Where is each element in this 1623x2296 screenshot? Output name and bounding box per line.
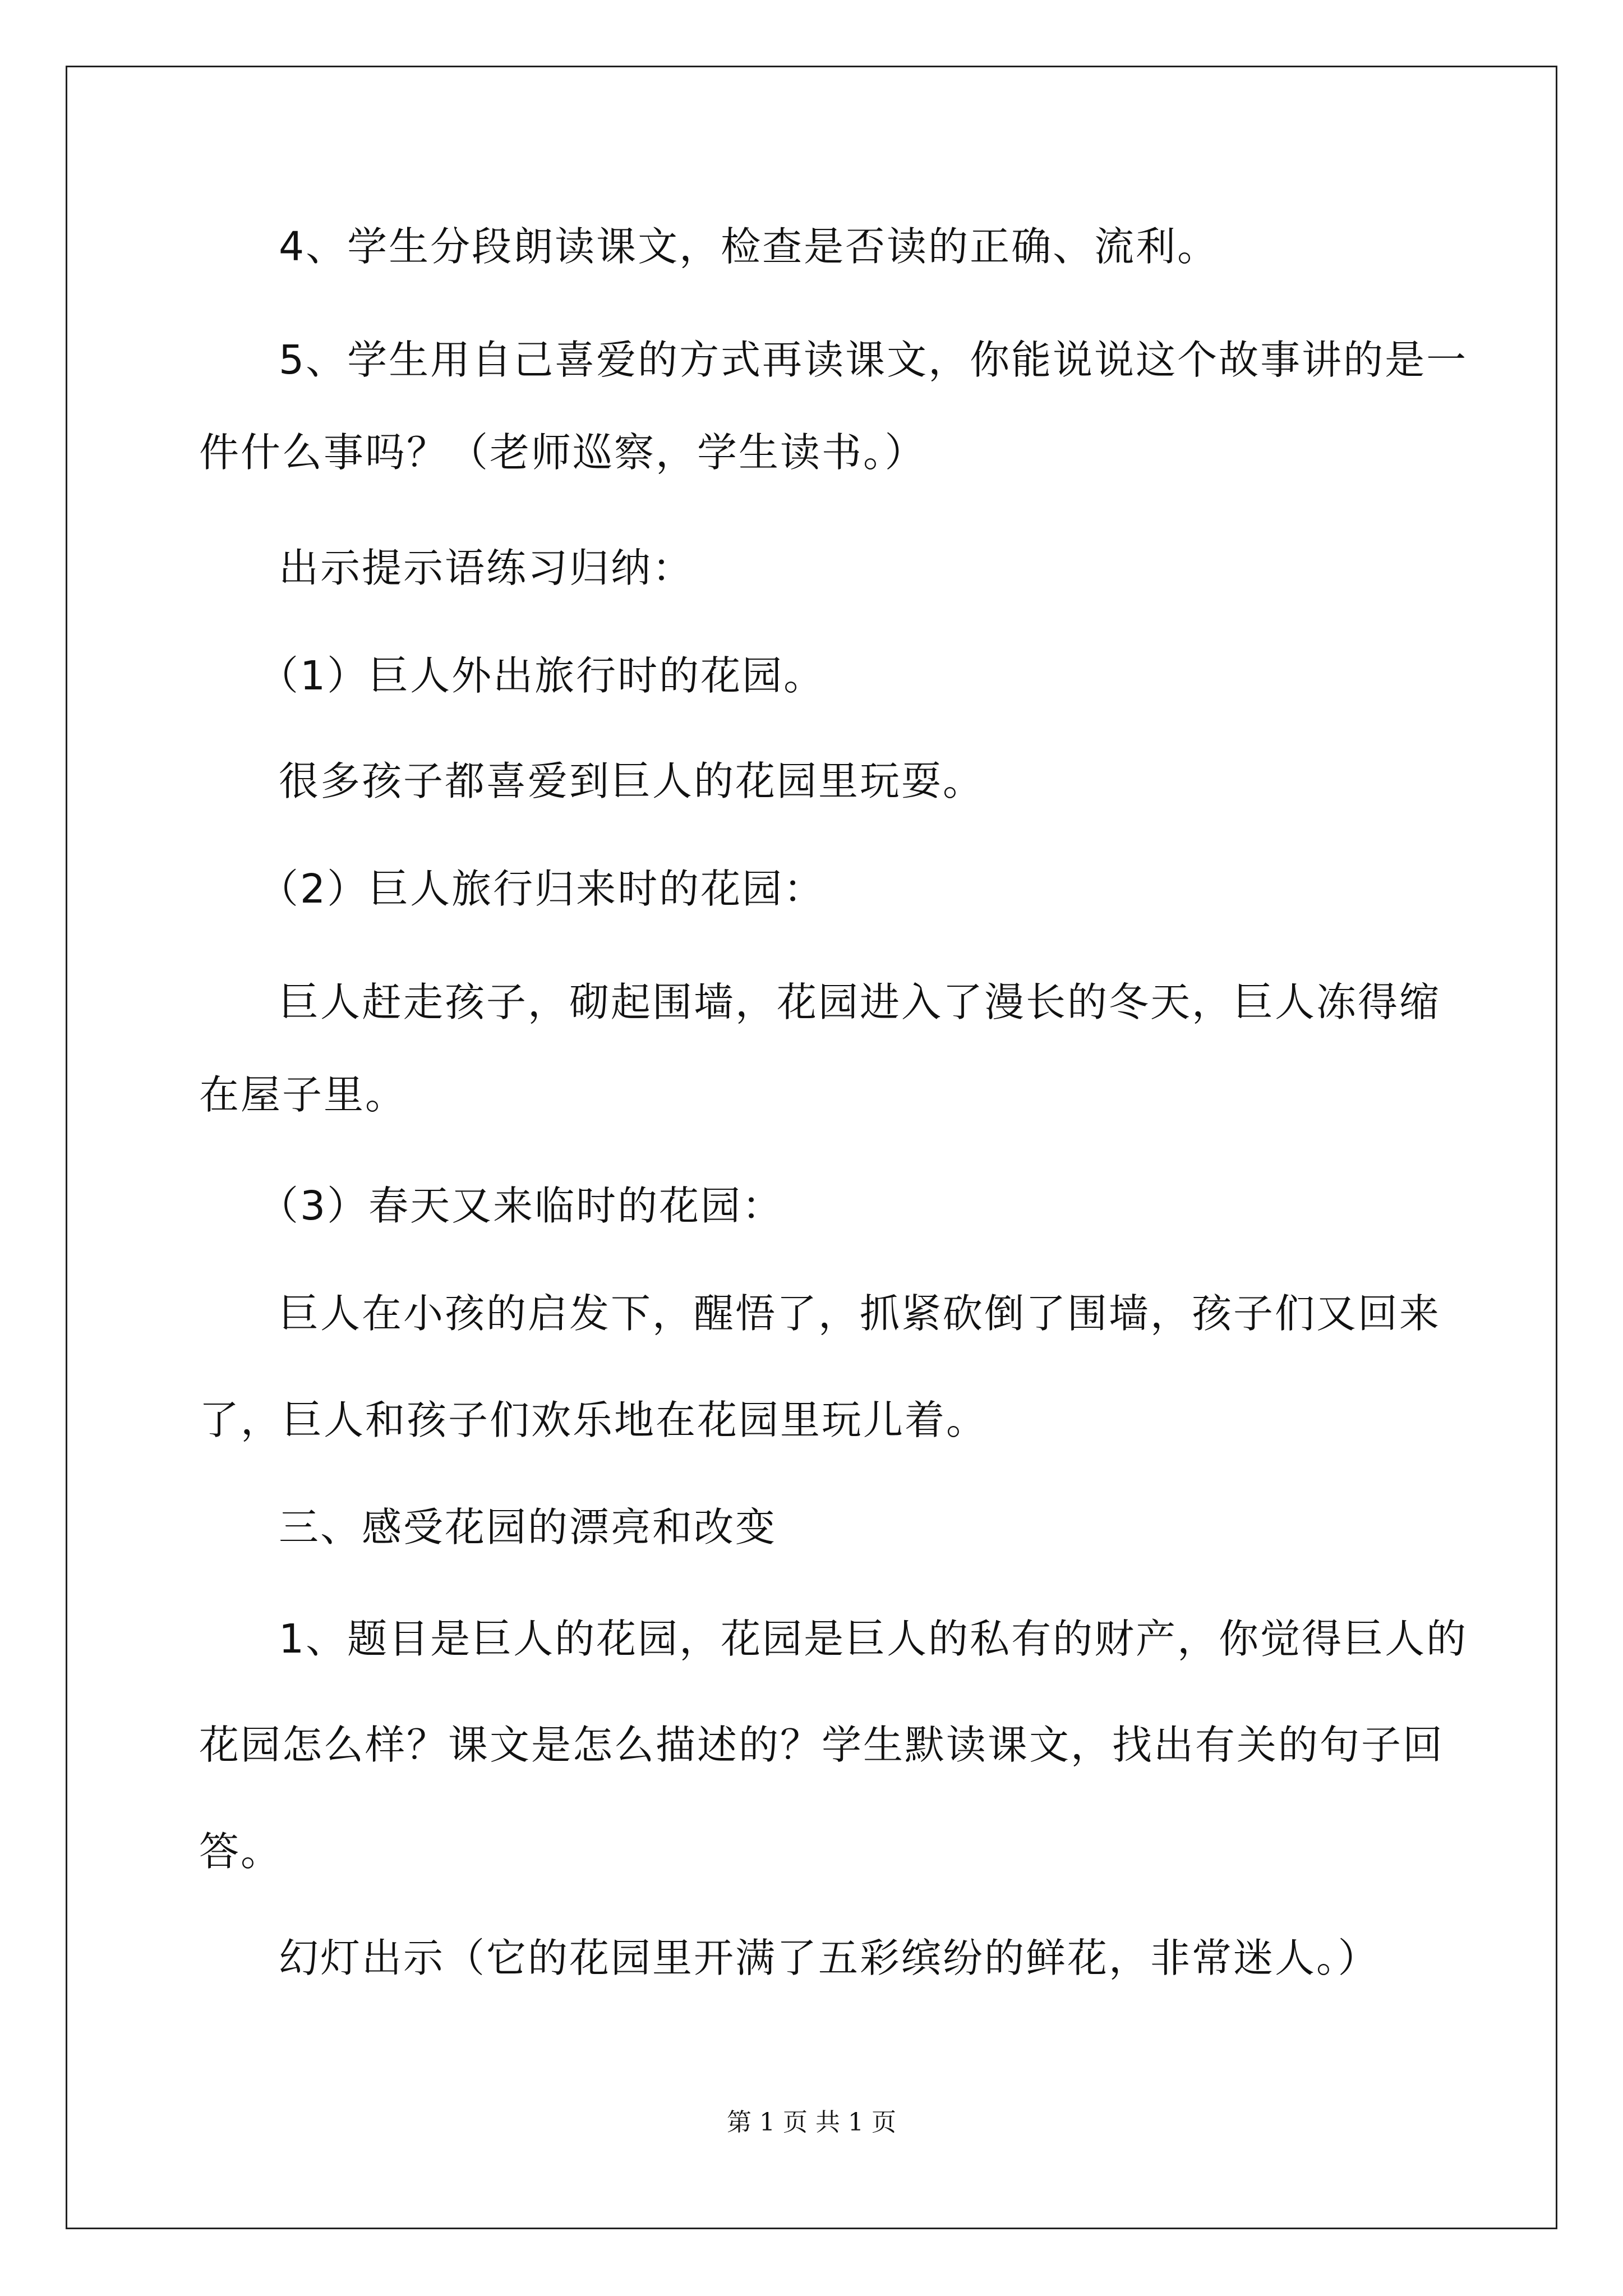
paragraph-line: 件什么事吗？（老师巡察，学生读书。） <box>199 429 926 476</box>
paragraph-line: 巨人赶走孩子，砌起围墙，花园进入了漫长的冬天，巨人冻得缩 <box>279 979 1441 1025</box>
paragraph-line: 幻灯出示（它的花园里开满了五彩缤纷的鲜花，非常迷人。） <box>279 1935 1380 1981</box>
paragraph-line: 很多孩子都喜爱到巨人的花园里玩耍。 <box>279 758 985 804</box>
paragraph-line: （2）巨人旅行归来时的花园： <box>259 866 826 912</box>
paragraph-line: 1、题目是巨人的花园，花园是巨人的私有的财产，你觉得巨人的 <box>279 1616 1468 1662</box>
paragraph-line: 4、学生分段朗读课文，检查是否读的正确、流利。 <box>279 223 1219 270</box>
paragraph-line: 在屋子里。 <box>199 1071 407 1118</box>
paragraph-line: 花园怎么样？课文是怎么描述的？学生默读课文，找出有关的句子回 <box>199 1722 1445 1768</box>
paragraph-line: 出示提示语练习归纳： <box>279 545 694 591</box>
paragraph-line: （1）巨人外出旅行时的花园。 <box>259 652 826 699</box>
paragraph-line: 巨人在小孩的启发下，醒悟了，抓紧砍倒了围墙，孩子们又回来 <box>279 1290 1441 1337</box>
paragraph-line: 答。 <box>199 1828 283 1875</box>
paragraph-line: （3）春天又来临时的花园： <box>259 1182 784 1229</box>
paragraph-line: 了，巨人和孩子们欢乐地在花园里玩儿着。 <box>199 1397 988 1443</box>
paragraph-line: 5、学生用自己喜爱的方式再读课文，你能说说这个故事讲的是一 <box>279 337 1468 383</box>
section-heading: 三、感受花园的漂亮和改变 <box>279 1504 777 1550</box>
page-border <box>66 66 1557 2229</box>
page-footer: 第 1 页 共 1 页 <box>727 2108 896 2137</box>
